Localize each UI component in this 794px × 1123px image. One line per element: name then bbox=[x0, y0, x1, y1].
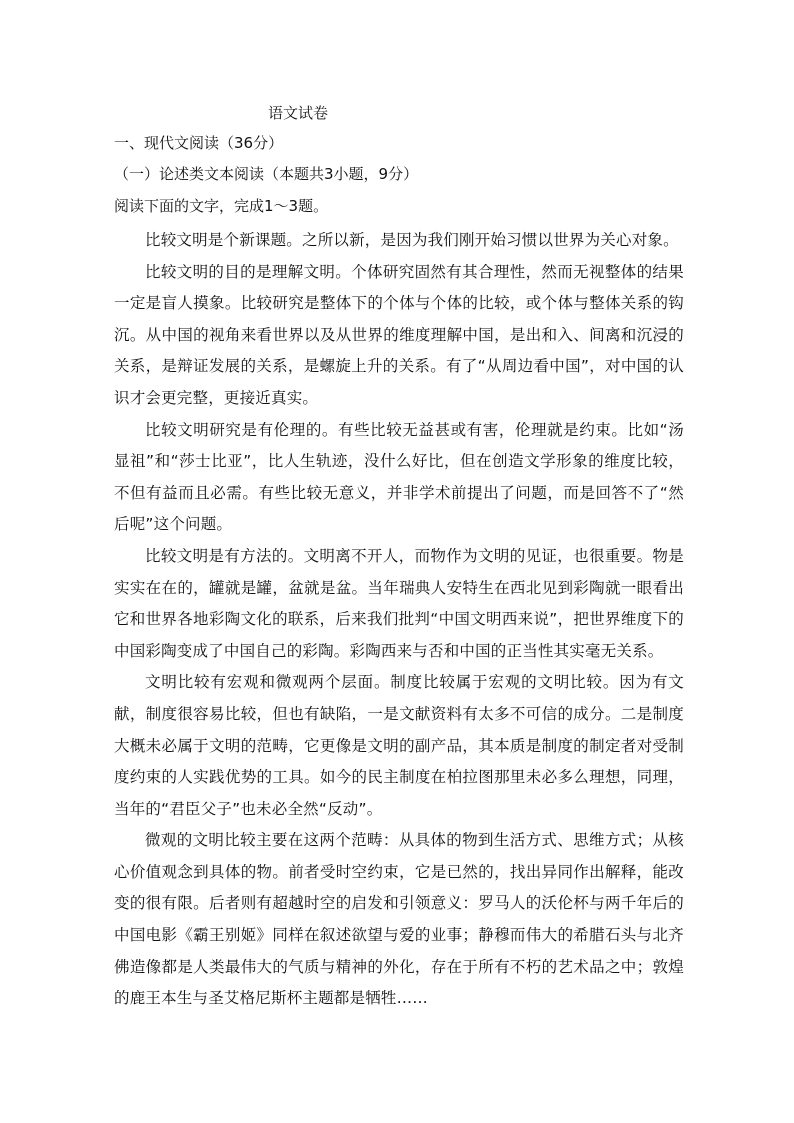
section-heading: 一、现代文阅读（36分） bbox=[114, 134, 284, 152]
passage-paragraph-1: 比较文明是个新课题。之所以新，是因为我们刚开始习惯以世界为关心对象。 bbox=[145, 231, 679, 249]
passage-paragraph-3: 比较文明研究是有伦理的。有些比较无益甚或有害，伦理就是约束。比如“汤显祖”和“莎士比亚”，比人生轨迹，没什么好比，但在创造文学形象的维度比较，不但有益而且必需。有些比较无意义，并非学术前提出了问题，而是回答不了“然后呢”这个问题。 bbox=[114, 420, 684, 534]
reading-instruction: 阅读下面的文字，完成1～3题。 bbox=[114, 197, 329, 215]
passage-paragraph-4: 比较文明是有方法的。文明离不开人，而物作为文明的见证，也很重要。物是实实在在的，罐就是罐，盆就是盆。当年瑞典人安特生在西北见到彩陶就一眼看出它和世界各地彩陶文化的联系，后来我们批判“中国文明西来说”，把世界维度下的中国彩陶变成了中国自己的彩陶。彩陶西来与否和中国的正当性其实毫无关系。 bbox=[114, 546, 684, 660]
passage-paragraph-6: 微观的文明比较主要在这两个范畴：从具体的物到生活方式、思维方式；从核心价值观念到具体的物。前者受时空约束，它是已然的，找出异同作出解释，能改变的很有限。后者则有超越时空的启发和引领意义：罗马人的沃伦杯与两千年后的中国电影《霸王别姬》同样在叙述欲望与爱的业事；静穆而伟大的希腊石头与北齐佛造像都是人类最伟大的气质与精神的外化，存在于所有不朽的艺术品之中；敦煌的鹿王本生与圣艾格尼斯杯主题都是牺牲…… bbox=[114, 831, 684, 1008]
reading-passage bbox=[114, 225, 684, 1015]
passage-paragraph-5: 文明比较有宏观和微观两个层面。制度比较属于宏观的文明比较。因为有文献，制度很容易比较，但也有缺陷，一是文献资料有太多不可信的成分。二是制度大概未必属于文明的范畴，它更像是文明的副产品，其本质是制度的制定者对受制度约束的人实践优势的工具。如今的民主制度在柏拉图那里未必多么理想，同理，当年的“君臣父子”也未必全然“反动”。 bbox=[114, 673, 684, 818]
subsection-heading: （一）论述类文本阅读（本题共3小题，9分） bbox=[114, 165, 419, 183]
document-title: 语文试卷 bbox=[268, 104, 329, 122]
passage-paragraph-2: 比较文明的目的是理解文明。个体研究固然有其合理性，然而无视整体的结果一定是盲人摸象。比较研究是整体下的个体与个体的比较，或个体与整体关系的钩沉。从中国的视角来看世界以及从世界的维度理解中国，是出和入、间离和沉浸的关系，是辩证发展的关系，是螺旋上升的关系。有了“从周边看中国”，对中国的认识才会更完整，更接近真实。 bbox=[114, 262, 684, 407]
